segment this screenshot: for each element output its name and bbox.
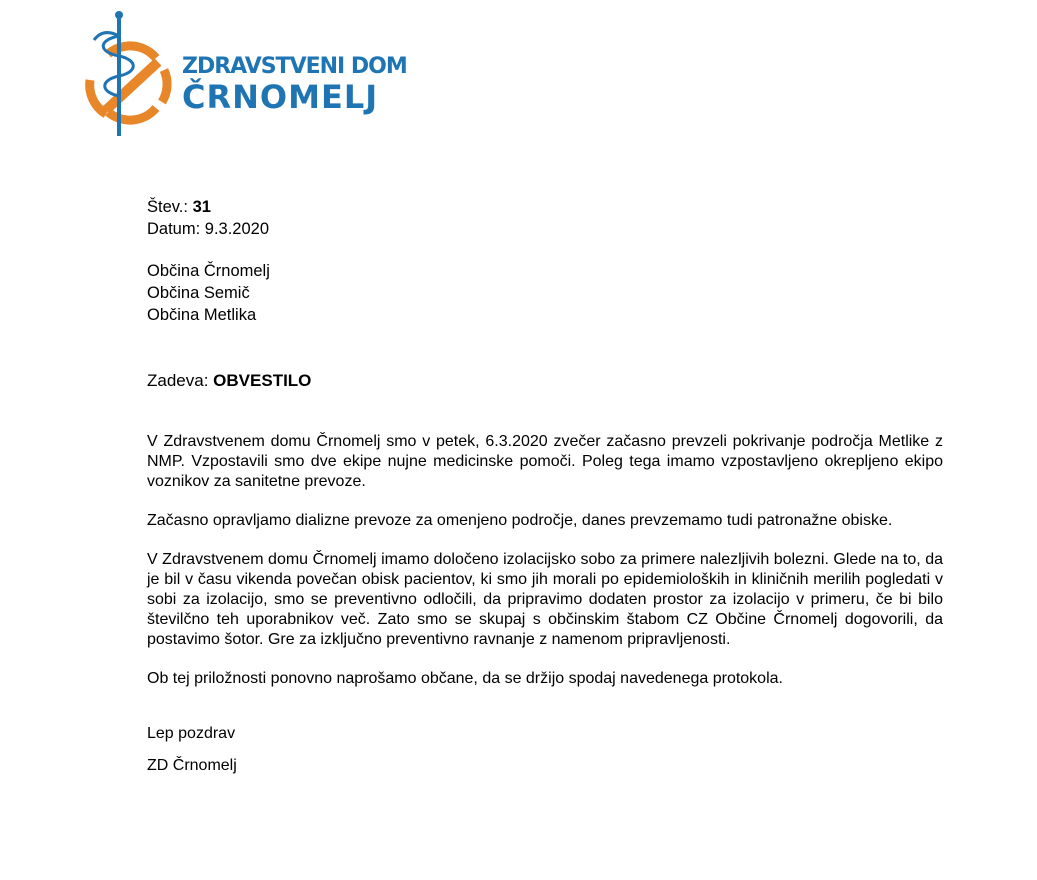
subject (147, 370, 943, 392)
logo (78, 6, 418, 138)
closing-sender: ZD Črnomelj (147, 757, 237, 774)
closing (147, 723, 943, 777)
document-date-value: 9.3.2020 (204, 220, 270, 238)
letter (147, 196, 943, 787)
document-date (147, 218, 943, 240)
document-date-label: Datum: (147, 220, 201, 238)
letter-body (147, 432, 943, 689)
closing-greeting: Lep pozdrav (147, 725, 236, 742)
subject-label: Zadeva: (147, 371, 209, 390)
document-number-label: Štev.: (147, 198, 188, 216)
logo-title-line2: ČRNOMELJ (182, 78, 379, 116)
document-number (147, 196, 943, 218)
caduceus-logo-icon (78, 6, 178, 138)
body-paragraph: V Zdravstvenem domu Črnomelj smo v petek, 6.3.2020 zvečer začasno prevzeli pokrivanje področja Metlike z NMP. Vzpostavili smo dve ekipe nujne medicinske pomoči. Poleg tega imamo vzpostavljeno okrepljeno ekipo voznikov za sanitetne prevoze. (147, 433, 943, 490)
recipients (147, 260, 943, 326)
logo-title-line1: ZDRAVSTVENI DOM (182, 54, 407, 79)
recipient: Občina Metlika (147, 306, 257, 324)
body-paragraph: Začasno opravljamo dializne prevoze za omenjeno področje, danes prevzemamo tudi patronažne obiske. (147, 512, 893, 529)
subject-value: OBVESTILO (213, 371, 312, 390)
document-number-value: 31 (192, 198, 211, 216)
body-paragraph: V Zdravstvenem domu Črnomelj imamo določeno izolacijsko sobo za primere nalezljivih bolezni. Glede na to, da je bil v času vikenda povečan obisk pacientov, ki smo jih morali po epidemioloških in kliničnih merilih pogledati v sobi za izolacijo, smo se preventivno odločili, da pripravimo dodaten prostor za izolacijo v primeru, če bi bilo številčno teh uporabnikov več. Zato smo se skupaj s občinskim štabom CZ Občine Črnomelj dogovorili, da postavimo šotor. Gre za izključno preventivno ravnanje z namenom pripravljenosti. (147, 551, 943, 648)
recipient: Občina Semič (147, 284, 250, 302)
recipient: Občina Črnomelj (147, 262, 270, 280)
body-paragraph: Ob tej priložnosti ponovno naprošamo občane, da se držijo spodaj navedenega protokola. (147, 670, 783, 687)
